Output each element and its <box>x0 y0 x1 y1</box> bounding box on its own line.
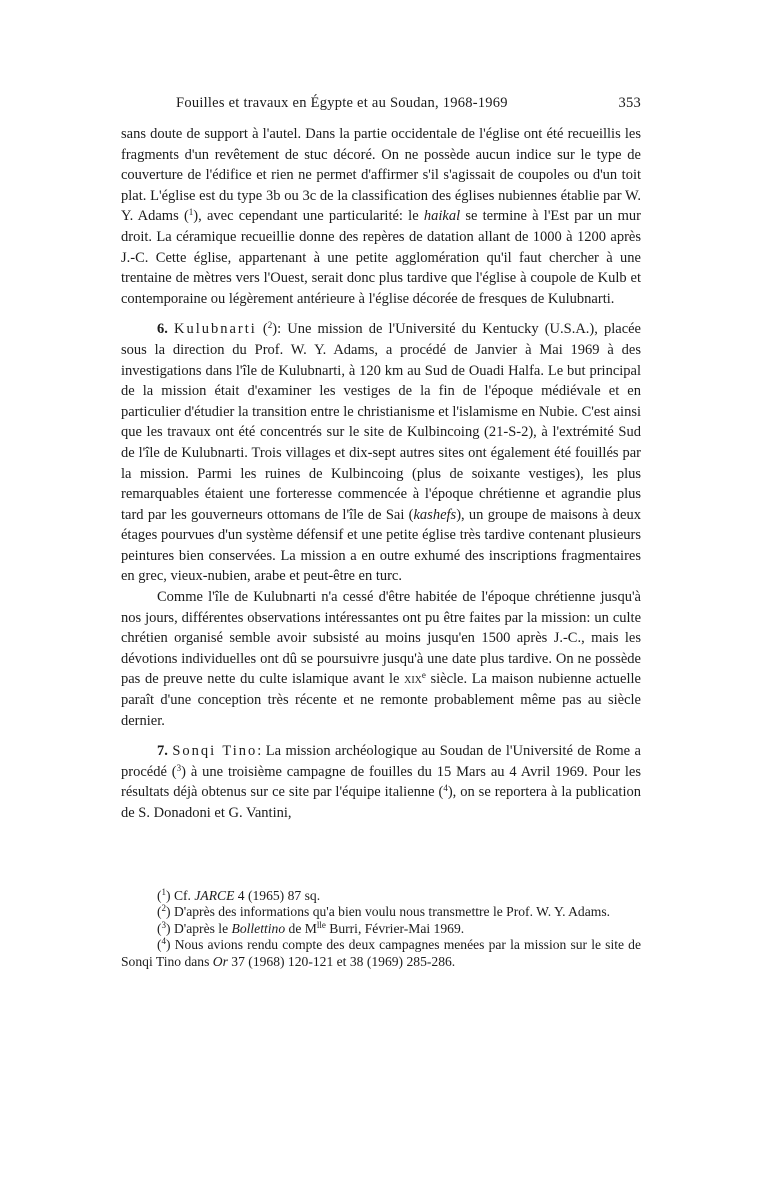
term-haikal: haikal <box>423 208 461 225</box>
text-run: sans doute de support à l'autel. Dans la partie occidentale de l'église ont été recueillis les fragments d'un revêtement de stuc décoré. On ne possède aucun indice sur le type de couverture de l'édifice et rien ne permet d'affirmer s'il s'agissait de coupoles ou d'un toit plat. L'église est du type 3b ou 3c de la classification des églises nubiennes établie par W. Y. Adams ( <box>121 126 641 225</box>
text-run: de M <box>285 920 317 936</box>
footnote-mark: 4 <box>161 936 167 947</box>
term-kashefs: kashefs <box>413 506 457 523</box>
running-header <box>176 95 641 115</box>
main-text <box>121 124 641 824</box>
text-run: Comme l'île de Kulubnarti n'a cessé d'être habitée de l'époque chrétienne jusqu'à nos jours, différentes observations intéressantes ont pu être faites par la mission: un culte chrétien organisé semble avoir subsisté au moins jusqu'en 1500 après J.-C., mais les dévotions individuelles ont dû se poursuivre jusqu'à une date plus tardive. On ne possède pas de preuve nette du culte islamique avant le <box>121 589 641 688</box>
footnote-ref-2: 2 <box>267 320 273 331</box>
text-run: ), on se reportera à la publication de S. Donadoni et G. Vantini, <box>121 784 641 821</box>
footnote-ref-3: 3 <box>176 762 182 773</box>
paragraph-church-continued <box>121 124 641 309</box>
text-run: Burri, Février-Mai 1969. <box>325 920 465 936</box>
page-number: 353 <box>618 95 641 111</box>
footnote-ref-1: 1 <box>188 207 194 218</box>
text-run: 37 (1968) 120-121 et 38 (1969) 285-286. <box>227 953 456 969</box>
section-heading: Sonqi Tino <box>172 743 258 760</box>
text-run: 4 (1965) 87 sq. <box>234 888 321 903</box>
text-run: se termine à l'Est par un mur droit. La céramique recueillie donne des repères de datation allant de 1000 à 1200 après J.-C. Cette église, appartenant à une petite agglomération qu'il faut chercher à une trentaine de mètres vers l'Ouest, serait donc plus tardive que l'église à coupole de Kulb et contemporaine ou légèrement antérieure à l'église décorée de fresques de Kulubnarti. <box>121 208 641 307</box>
title-suffix: lle <box>316 919 326 930</box>
text-run: : Une mission de l'Université du Kentucky (U.S.A.), placée sous la direction du Prof. W. Y. Adams, a procédé de Janvier à Mai 1969 à des investigations dans l'île de Kulubnarti, à 120 km au Sud de Ouadi Halfa. Le but principal de la mission était d'examiner les vestiges de la fin de l'époque médiévale et en particulier d'étudier la transition entre le christianisme et l'islamisme en Nubie. C'est ainsi que les travaux ont été concentrés sur le site de Kulbincoing (21-S-2), à l'extrémité Sud de l'île de Kulubnarti. Trois villages et dix-sept autres sites ont également été fouillés par la mission. Parmi les ruines de Kulbincoing (plus de soixante vestiges), les plus remarquables étaient une forteresse commencée à l'époque chrétienne et agrandie plus tard par les gouverneurs ottomans de l'île de Sai ( <box>121 321 641 523</box>
running-title: Fouilles et travaux en Égypte et au Soudan, 1968-1969 <box>176 95 508 111</box>
footnote-mark: 3 <box>161 919 167 930</box>
text-run: D'après des informations qu'a bien voulu nous transmettre le Prof. W. Y. Adams. <box>170 904 611 920</box>
text-run: ), un groupe de maisons à deux étages pourvues d'un système défensif et une petite église très tardive contenant plusieurs peintures bien conservées. La mission a en outre exhumé des inscriptions fragmentaires en grec, vieux-nubien, arabe et peut-être en turc. <box>121 506 641 585</box>
text-run: siècle. La maison nubienne actuelle paraît d'une conception très récente et ne remonte probablement même pas au siècle dernier. <box>121 671 641 729</box>
century-numeral: xix <box>404 671 422 688</box>
text-run: Cf. <box>170 888 195 903</box>
text-run: D'après le <box>170 920 232 936</box>
journal-title: JARCE <box>194 888 235 903</box>
section-7-sonqi-tino <box>121 741 641 823</box>
century-suffix: e <box>421 670 426 681</box>
section-heading: Kulubnarti <box>173 321 257 338</box>
footnote-1: ($^1$) Cf. JARCE 4 (1965) 87 sq. <box>157 887 321 903</box>
section-number: 6. <box>157 321 168 338</box>
paragraph-kulubnarti-observations <box>121 587 641 731</box>
footnote-4: ($^4$) Nous avions rendu compte des deux campagnes menées par la mission sur le site de Sonqi Tino dans Or 37 (1968) 120-121 et 38 (1969) 285-286. <box>121 936 641 969</box>
section-6-kulubnarti: 6. Kulubnarti ($^2$): Une mission de l'Université du Kentucky (U.S.A.), placée sous la direction du Prof. W. Y. Adams, a procédé de Janvier à Mai 1969 à des investigations dans l'île de Kulubnarti, à 120 km au Sud de Ouadi Halfa. Le but principal de la mission était d'examiner les vestiges de la fin de l'époque médiévale et en particulier d'étudier la transition entre le christianisme et l'islamisme en Nubie. C'est ainsi que les travaux ont été concentrés sur le site de Kulbincoing (21-S-2), à l'extrémité Sud de l'île de Kulubnarti. Trois villages et dix-sept autres sites ont également été fouillés par la mission. Parmi les ruines de Kulbincoing (plus de soixante vestiges), les plus remarquables étaient une forteresse commencée à l'époque chrétienne et agrandie plus tard par les gouverneurs ottomans de l'île de Sai (kashefs), un groupe de maisons à deux étages pourvues d'un système défensif et une petite église très tardive contenant plusieurs peintures bien conservées. La mission a en outre exhumé des inscriptions fragmentaires en grec, vieux-nubien, arabe et peut-être en turc. <box>121 320 641 585</box>
journal-title: Bollettino <box>231 920 286 936</box>
footnote-2: ($^2$) D'après des informations qu'a bien voulu nous transmettre le Prof. W. Y. Adams. <box>157 903 611 920</box>
text-run: : La mission archéologique au Soudan de l'Université de Rome a procédé ( <box>121 743 641 780</box>
footnotes <box>121 888 641 970</box>
footnote-ref-4: 4 <box>443 783 448 794</box>
text-run: ) à une troisième campagne de fouilles du 15 Mars au 4 Avril 1969. Pour les résultats déjà obtenus sur ce site par l'équipe italienne ( <box>121 763 642 801</box>
footnote-mark: 2 <box>161 903 167 914</box>
footnote-3: ($^3$) D'après le Bollettino de $M^{lle}$ Burri, Février-Mai 1969. <box>157 919 465 936</box>
section-number: 7. <box>157 743 168 760</box>
text-run: ), avec cependant une particularité: le <box>193 208 424 225</box>
footnote-mark: 1 <box>161 887 167 897</box>
journal-title: Or <box>212 953 228 969</box>
text-run: Nous avions rendu compte des deux campagnes menées par la mission sur le site de Sonqi Tino dans <box>121 937 641 969</box>
